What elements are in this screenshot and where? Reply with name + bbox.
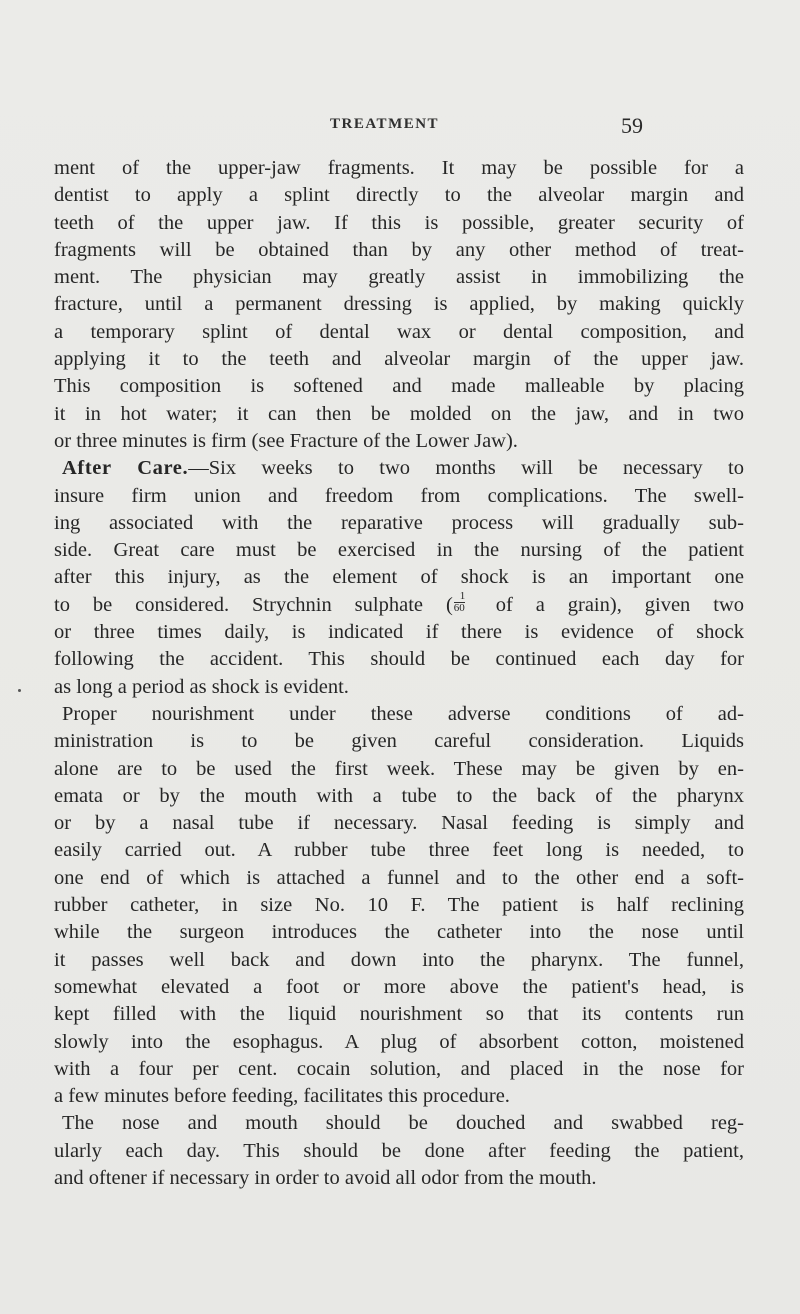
text-line: emata or by the mouth with a tube to the back of the pharynx [54,784,744,807]
text-line: slowly into the esophagus. A plug of absorbent cotton, moistened [54,1030,744,1053]
text-line: a temporary splint of dental wax or dental composition, and [54,320,744,343]
text-line: ularly each day. This should be done after feeding the patient, [54,1139,744,1162]
paragraph-after-care [54,455,744,701]
running-head: TREATMENT [330,116,440,132]
page-header [0,113,800,146]
text-line: or three minutes is firm (see Fracture of the Lower Jaw). [54,429,518,452]
text-line [54,589,744,619]
fraction-denominator: 60 [453,601,465,614]
fraction [453,589,473,614]
text-line: ing associated with the reparative process will gradually sub- [54,511,744,534]
text-line: somewhat elevated a foot or more above the patient's head, is [54,975,744,998]
text-run: —Six weeks to two months will be necessary to [188,457,744,480]
text-line: and oftener if necessary in order to avoid all odor from the mouth. [54,1166,597,1189]
fraction-numerator: 1 [459,589,466,602]
text-line: after this injury, as the element of shock is an important one [54,566,744,589]
text-line: easily carried out. A rubber tube three feet long is needed, to [54,839,744,862]
text-line: alone are to be used the first week. These may be given by en- [54,757,744,780]
paragraph-upper-jaw [54,155,744,455]
text-line: This composition is softened and made malleable by placing [54,375,744,398]
text-line: dentist to apply a splint directly to the alveolar margin and [54,184,744,207]
text-run: to be considered. Strychnin sulphate ( [54,593,453,616]
text-line: or three times daily, is indicated if there is evidence of shock [54,621,744,644]
text-line: while the surgeon introduces the catheter into the nose until [54,921,744,944]
text-line: ment of the upper-jaw fragments. It may be possible for a [54,157,744,179]
text-line: or by a nasal tube if necessary. Nasal feeding is simply and [54,812,744,835]
text-line: teeth of the upper jaw. If this is possible, greater security of [54,211,744,234]
text-run: of a grain), given two [472,593,744,616]
text-line: as long a period as shock is evident. [54,675,349,698]
paragraph-douche [54,1110,744,1192]
text-line: ministration is to be given careful consideration. Liquids [54,730,744,753]
text-line: Proper nourishment under these adverse conditions of ad- [62,702,744,725]
section-heading-after-care: After Care. [62,457,189,480]
text-line: one end of which is attached a funnel and to the other end a soft- [54,866,744,889]
text-line: following the accident. This should be continued each day for [54,648,744,671]
text-line: fracture, until a permanent dressing is applied, by making quickly [54,293,744,316]
text-line: The nose and mouth should be douched and swabbed reg- [62,1112,744,1135]
page-number: 59 [621,113,643,138]
text-line [54,455,744,482]
text-line: applying it to the teeth and alveolar margin of the upper jaw. [54,348,744,371]
margin-mark [18,689,21,692]
text-line: fragments will be obtained than by any other method of treat- [54,238,744,261]
text-line: rubber catheter, in size No. 10 F. The patient is half reclining [54,894,744,917]
text-line: with a four per cent. cocain solution, and placed in the nose for [54,1057,744,1080]
text-line: a few minutes before feeding, facilitates this procedure. [54,1085,510,1108]
paragraph-nourishment [54,701,744,1110]
text-line: it in hot water; it can then be molded on the jaw, and in two [54,402,744,425]
text-line: insure firm union and freedom from complications. The swell- [54,484,744,507]
text-line: it passes well back and down into the pharynx. The funnel, [54,948,744,971]
text-line: kept filled with the liquid nourishment so that its contents run [54,1003,744,1026]
text-line: ment. The physician may greatly assist in immobilizing the [54,266,744,289]
text-line: side. Great care must be exercised in the nursing of the patient [54,539,744,562]
body-text [54,155,744,1192]
